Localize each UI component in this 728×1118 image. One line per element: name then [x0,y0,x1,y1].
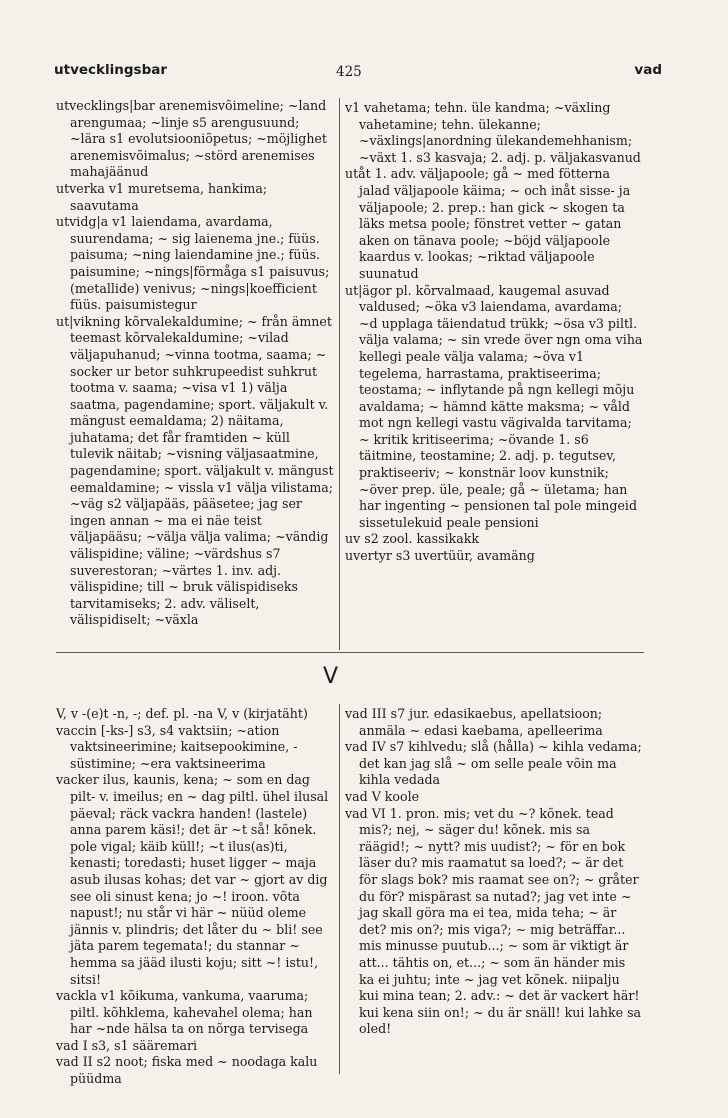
dictionary-column-top-left [56,98,334,629]
section-rule [56,652,644,653]
dictionary-entry: uvertyr s3 uvertüür, avamäng [345,548,535,564]
dictionary-entry: vad III s7 jur. edasikaebus, apellatsioon; anmäla ~ edasi kaebama, apelleerima [345,706,603,738]
column-divider-bottom [339,704,340,1074]
running-head-right: vad [634,62,662,78]
dictionary-entry: vad VI 1. pron. mis; vet du ~? kõnek. tead mis?; nej, ~ säger du! kõnek. mis sa räägid!; ~ nytt? mis uudist?; ~ för en bok läser du? mis raamatut sa loed?; ~ är det för slags bok? mis raamat see on?; ~ gråter du för? mispärast sa nutad?; jag vet inte ~ jag skall göra ma ei tea, mida teha; ~ är det? mis on?; mis viga?; ~ mig beträffar... mis minusse puutub...; ~ som är viktigt är att... tähtis on, et...; ~ som än händer mis ka ei juhtu; inte ~ jag vet kõnek. niipalju kui mina tean; 2. adv.: ~ det är vackert här! kui kena siin on!; ~ du är snäll! kui lahke sa oled! [345,805,642,1037]
dictionary-entry: V, v -(e)t -n, -; def. pl. -na V, v (kirjatäht) [56,706,308,721]
dictionary-entry: ut|ägor pl. kõrvalmaad, kaugemal asuvad valdused; ~öka v3 laiendama, avardama; ~d upplaga täiendatud trükk; ~ösa v3 piltl. välja valama; ~ sin vrede över ngn oma viha kellegi peale välja valama; ~öva v1 tegelema, harrastama, praktiseerima; teostama; ~ inflytande på ngn kellegi mõju avaldama; ~ hämnd kätte maksma; ~ våld mot ngn kellegi vastu vägivalda tarvitama; ~ kritik kritiseerima; ~övande 1. s6 täitmine, teostamine; 2. adj. p. tegutsev, praktiseeriv; ~ konstnär loov kunstnik; ~över prep. üle, peale; gå ~ ületama; han har ingenting ~ pensionen tal pole mingeid sissetulekuid peale pensioni [345,282,643,530]
dictionary-entry: vad IV s7 kihlvedu; slå (hålla) ~ kihla vedama; det kan jag slå ~ om selle peale võin ma kihla vedada [345,739,642,788]
dictionary-entry: vaccin [-ks-] s3, s4 vaktsiin; ~ation vaktsineerimine; kaitsepookimine, -süstimine; ~era vaktsineerima [56,722,298,771]
dictionary-entry: utåt 1. adv. väljapoole; gå ~ med fötterna jalad väljapoole käima; ~ och inåt sisse- ja väljapoole; 2. prep.: han gick ~ skogen ta läks metsa poole; fönstret vetter ~ gatan aken on tänava poole; ~böjd väljapoole kaardus v. lookas; ~riktad väljapoole suunatud [345,166,631,281]
dictionary-entry: v1 vahetama; tehn. üle kandma; ~växling vahetamine; tehn. ülekanne; ~växlings|anordning ülekandemehhanism; ~växt 1. s3 kasvaja; 2. adj. p. väljakasvanud [345,100,641,165]
running-head-left: utvecklingsbar [54,62,167,78]
dictionary-entry: vackla v1 kõikuma, vankuma, vaaruma; piltl. kõhklema, kahevahel olema; han har ~nde hälsa ta on nõrga tervisega [56,988,313,1037]
dictionary-entry: vacker ilus, kaunis, kena; ~ som en dag pilt- v. imeilus; en ~ dag piltl. ühel ilusal päeval; räck vackra handen! (lastele) anna parem käsi!; det är ~t så! kõnek. pole vigal; käib küll!; ~t ilus(as)ti, kenasti; toredasti; huset ligger ~ maja asub ilusas kohas; det var ~ gjort av dig see oli sinust kena; jo ~! iroon. võta napust!; nu står vi här ~ nüüd oleme jännis v. plindris; det låter du ~ bli! see jäta parem tegemata!; du stannar ~ hemma sa jääd ilusti koju; sitt ~! istu!, sitsi! [56,772,329,987]
dictionary-entry: vad V koole [345,788,420,804]
column-divider-top [339,98,340,650]
section-letter: V [323,664,339,689]
dictionary-column-bottom-right [345,706,643,1038]
dictionary-column-bottom-left [56,706,334,1088]
dictionary-entry: vad I s3, s1 sääremari [56,1037,198,1053]
page-number: 425 [336,64,362,80]
dictionary-entry: utvidg|a v1 laiendama, avardama, suurendama; ~ sig laienema jne.; füüs. paisuma; ~ning laiendamine jne.; füüs. paisumine; ~nings|förmåga s1 paisuvus; (metallide) venivus; ~nings|koefficient füüs. paisumistegur [56,214,330,313]
dictionary-entry: vad II s2 noot; fiska med ~ noodaga kalu püüdma [56,1054,318,1087]
dictionary-entry: utvecklings|bar arenemisvõimeline; ~land arengumaa; ~linje s5 arengusuund; ~lära s1 evolutsiooniõpetus; ~möjlighet arenemisvõimalus; ~störd arenemises mahajäänud [56,98,327,180]
dictionary-column-top-right [345,100,643,565]
dictionary-entry: utverka v1 muretsema, hankima; saavutama [56,180,268,213]
dictionary-entry: ut|vikning kõrvalekaldumine; ~ från ämnet teemast kõrvalekaldumine; ~vilad väljapuhanud; ~vinna tootma, saama; ~ socker ur betor suhkrupeedist suhkrut tootma v. saama; ~visa v1 1) välja saatma, pagendamine; sport. väljakult v. mängust eemaldama; 2) näitama, juhatama; det får framtiden ~ küll tulevik näitab; ~visning väljasaatmine, pagendamine; sport. väljakult v. mängust eemaldamine; ~ vissla v1 välja vilistama; ~väg s2 väljapääs, pääsetee; jag ser ingen annan ~ ma ei näe teist väljapääsu; ~välja välja valima; ~vändig välispidine; väline; ~värdshus s7 suverestoran; ~värtes 1. inv. adj. välispidine; till ~ bruk välispidiseks tarvitamiseks; 2. adv. väliselt, välispidiselt; ~växla [56,313,334,628]
dictionary-entry: uv s2 zool. kassikakk [345,531,480,547]
